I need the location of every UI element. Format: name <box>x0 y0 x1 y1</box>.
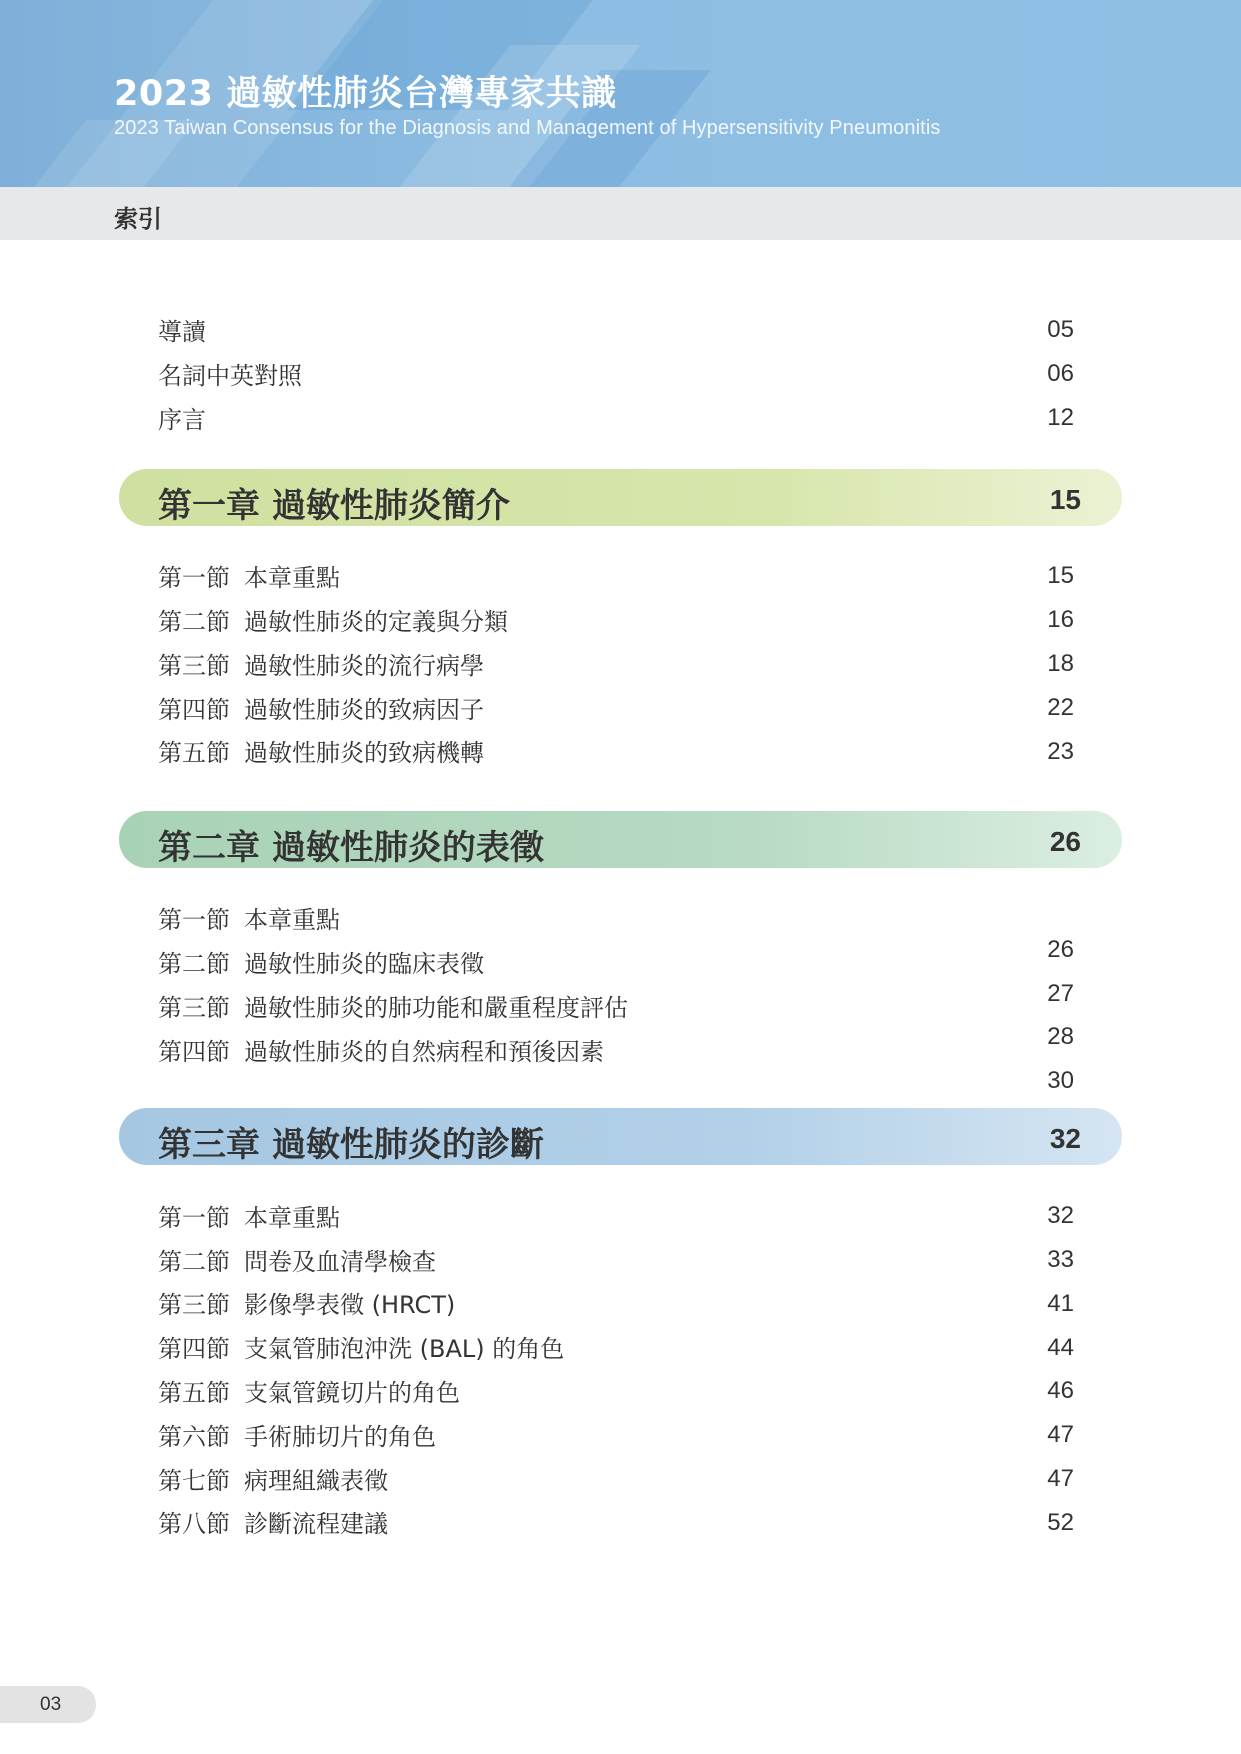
toc-entry[interactable] <box>158 312 206 347</box>
section-number: 第二節 <box>158 950 230 978</box>
section-number: 第一節 <box>158 906 230 934</box>
toc-section-entry[interactable] <box>158 733 484 768</box>
toc-section-entry[interactable] <box>158 602 508 637</box>
toc-section-entry[interactable] <box>158 1373 460 1408</box>
section-title: 本章重點 <box>244 1204 340 1232</box>
section-title: 病理組織表徵 <box>244 1467 388 1495</box>
chapter-title: 第三章 過敏性肺炎的診斷 <box>158 1125 544 1165</box>
chapter-3-banner[interactable] <box>119 1108 1122 1165</box>
toc-page-number: 52 <box>1047 1509 1074 1536</box>
toc-page-number: 47 <box>1047 1465 1074 1492</box>
toc-entry[interactable] <box>158 356 302 391</box>
section-number: 第二節 <box>158 1248 230 1276</box>
toc-page-number: 12 <box>1047 404 1074 431</box>
toc-entry-title: 名詞中英對照 <box>158 362 302 390</box>
toc-page-number: 18 <box>1047 650 1074 677</box>
toc-section-entry[interactable] <box>158 1032 604 1067</box>
toc-section-entry[interactable] <box>158 1504 388 1539</box>
section-number: 第二節 <box>158 608 230 636</box>
section-title: 過敏性肺炎的自然病程和預後因素 <box>244 1038 604 1066</box>
section-number: 第一節 <box>158 564 230 592</box>
section-title: 診斷流程建議 <box>244 1510 388 1538</box>
chapter-2-banner[interactable] <box>119 811 1122 868</box>
section-number: 第三節 <box>158 1291 230 1319</box>
toc-page-number: 30 <box>1047 1067 1074 1094</box>
section-number: 第一節 <box>158 1204 230 1232</box>
section-number: 第四節 <box>158 696 230 724</box>
section-number: 第五節 <box>158 1379 230 1407</box>
toc-page-number: 23 <box>1047 738 1074 765</box>
section-title: 過敏性肺炎的臨床表徵 <box>244 950 484 978</box>
toc-page-number: 27 <box>1047 980 1074 1007</box>
toc-page-number: 44 <box>1047 1334 1074 1361</box>
section-title: 過敏性肺炎的致病機轉 <box>244 739 484 767</box>
toc-entry-title: 導讀 <box>158 318 206 346</box>
toc-page-number: 47 <box>1047 1421 1074 1448</box>
section-number: 第八節 <box>158 1510 230 1538</box>
header-banner <box>0 0 1241 187</box>
section-number: 第七節 <box>158 1467 230 1495</box>
toc-section-entry[interactable] <box>158 900 340 935</box>
toc-section-entry[interactable] <box>158 1285 455 1320</box>
chapter-page-number: 32 <box>1049 1123 1081 1154</box>
section-title: 手術肺切片的角色 <box>244 1423 436 1451</box>
toc-entry[interactable] <box>158 400 206 435</box>
section-title: 問卷及血清學檢查 <box>244 1248 436 1276</box>
toc-page-number: 41 <box>1047 1290 1074 1317</box>
chapter-page-number: 15 <box>1049 484 1081 515</box>
toc-page-number: 06 <box>1047 360 1074 387</box>
page-number: 03 <box>40 1694 62 1715</box>
toc-section-entry[interactable] <box>158 646 484 681</box>
index-heading-bar <box>0 187 1241 240</box>
toc-section-entry[interactable] <box>158 558 340 593</box>
toc-page-number: 05 <box>1047 316 1074 343</box>
section-number: 第四節 <box>158 1038 230 1066</box>
toc-section-entry[interactable] <box>158 1242 436 1277</box>
section-title: 過敏性肺炎的流行病學 <box>244 652 484 680</box>
toc-page-number: 33 <box>1047 1246 1074 1273</box>
toc-section-entry[interactable] <box>158 1198 340 1233</box>
toc-entry-title: 序言 <box>158 406 206 434</box>
toc-page-number: 26 <box>1047 936 1074 963</box>
section-number: 第五節 <box>158 739 230 767</box>
section-number: 第四節 <box>158 1335 230 1363</box>
section-title: 過敏性肺炎的定義與分類 <box>244 608 508 636</box>
section-title: 支氣管肺泡沖洗 (BAL) 的角色 <box>244 1335 565 1363</box>
section-number: 第三節 <box>158 652 230 680</box>
index-heading: 索引 <box>114 205 162 233</box>
toc-section-entry[interactable] <box>158 988 628 1023</box>
toc-page-number: 15 <box>1047 562 1074 589</box>
toc-section-entry[interactable] <box>158 1461 388 1496</box>
toc-page-number: 32 <box>1047 1202 1074 1229</box>
section-title: 過敏性肺炎的致病因子 <box>244 696 484 724</box>
section-title: 過敏性肺炎的肺功能和嚴重程度評估 <box>244 994 628 1022</box>
section-title: 支氣管鏡切片的角色 <box>244 1379 460 1407</box>
section-number: 第六節 <box>158 1423 230 1451</box>
chapter-title: 第二章 過敏性肺炎的表徵 <box>158 828 544 868</box>
toc-page-number: 22 <box>1047 694 1074 721</box>
chapter-title: 第一章 過敏性肺炎簡介 <box>158 486 510 526</box>
section-title: 本章重點 <box>244 906 340 934</box>
chapter-1-banner[interactable] <box>119 469 1122 526</box>
page-number-tab <box>0 1686 96 1723</box>
document-subtitle: 2023 Taiwan Consensus for the Diagnosis and Management of Hypersensitivity Pneumonitis <box>114 117 941 139</box>
toc-section-entry[interactable] <box>158 1417 436 1452</box>
toc-page-number: 28 <box>1047 1023 1074 1050</box>
toc-section-entry[interactable] <box>158 1329 564 1364</box>
section-title: 本章重點 <box>244 564 340 592</box>
toc-page-number: 16 <box>1047 606 1074 633</box>
toc-section-entry[interactable] <box>158 690 484 725</box>
section-title: 影像學表徵 (HRCT) <box>244 1291 456 1319</box>
toc-section-entry[interactable] <box>158 944 484 979</box>
chapter-page-number: 26 <box>1049 826 1081 857</box>
section-number: 第三節 <box>158 994 230 1022</box>
toc-page-number: 46 <box>1047 1377 1074 1404</box>
document-title: 2023 過敏性肺炎台灣專家共識 <box>114 74 617 114</box>
